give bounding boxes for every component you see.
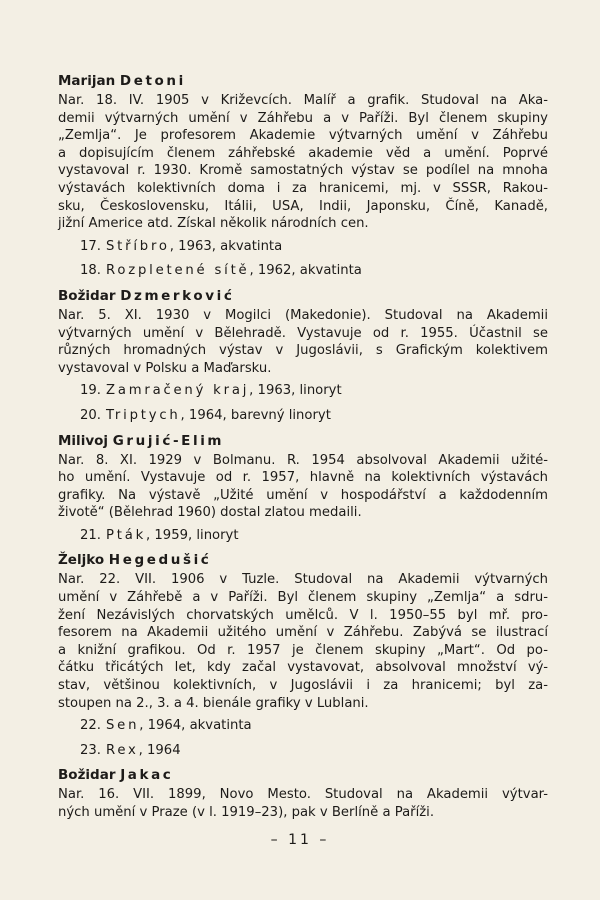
biography-line: vystavoval r. 1930. Kromě samostatných výstav se podílel na mnoha [58,163,548,179]
biography-line: „Zemlja“. Je profesorem Akademie výtvarných umění v Záhřebu [58,128,548,144]
biography-line: Nar. 18. IV. 1905 v Križevcích. Malíř a grafik. Studoval na Aka- [58,93,548,108]
artist-surname: Hegedušić [108,552,212,569]
artwork-title: Rozpletené sítě [105,263,250,279]
artist-name [58,766,548,785]
biography-line: a knižní grafikou. Od r. 1957 je členem skupiny „Mart“. Od po- [58,642,548,658]
artist-first-name: Božidar [58,287,116,304]
biography-line: sku, Československu, Itálii, USA, Indii, Japonsku, Číně, Kanadě, [58,198,548,214]
biography-line: výtvarných umění v Bělehradě. Vystavuje od r. 1955. Účastnil se [58,325,548,341]
biography-line: Nar. 5. XI. 1930 v Mogilci (Makedonie). Studoval na Akademii [58,307,548,323]
artwork-number: 23. [80,742,101,758]
artwork-number: 21. [80,527,101,543]
artist-entry [48,432,548,545]
page-number: – 11 – [270,832,330,848]
biography-line: umění v Záhřebě a v Paříži. Byl členem skupiny „Zemlja“ a sdru- [58,590,548,606]
artist-name [58,72,548,91]
artwork-number: 17. [80,238,101,254]
artist-biography [58,307,548,377]
biography-line: ných umění v Praze (v l. 1919–23), pak v Berlíně a Paříži. [58,805,435,820]
artist-biography [58,786,548,821]
biography-line: čátku třicátých let, kdy začal vystavovat, absolvoval množství vý- [58,660,548,676]
artist-name [58,551,548,570]
biography-line: demii výtvarných umění v Záhřebu a v Paříži. Byl členem skupiny [58,110,548,126]
artist-surname: Dzmerković [120,287,235,304]
artist-first-name: Božidar [58,767,116,784]
artwork-title: Triptych [105,407,181,423]
artwork-item [80,238,548,256]
artwork-title: Sen [105,718,140,734]
biography-line: životě“ (Bělehrad 1960) dostal zlatou medaili. [58,505,362,521]
artist-first-name: Željko [58,552,105,569]
artwork-item [80,527,548,545]
artist-first-name: Marijan [58,73,116,89]
biography-line: žení Nezávislých chorvatských umělců. V l. 1950–55 byl mř. pro- [58,607,548,623]
biography-line: jižní Americe atd. Získal několik národních cen. [58,216,369,232]
artist-surname: Jakac [120,767,174,784]
artwork-number: 20. [80,407,101,423]
artist-entry [48,287,548,425]
artist-biography [58,92,548,233]
artwork-item [80,407,548,425]
biography-line: Nar. 22. VII. 1906 v Tuzle. Studoval na Akademii výtvarných [58,572,548,588]
artwork-details: , 1964 [138,742,181,758]
artwork-item [80,262,548,280]
biography-line: a dopisujícím členem záhřebské akademie věd a umění. Poprvé [58,145,548,161]
artwork-details: , 1964, akvatinta [139,718,252,734]
artwork-details: , 1962, akvatinta [249,263,362,279]
artist-name [58,432,548,451]
artist-surname: Grujić-Elim [112,432,225,449]
artist-entry [48,766,548,821]
biography-line: Nar. 16. VII. 1899, Novo Mesto. Studoval na Akademii výtvar- [58,787,548,803]
catalog-entries [48,72,548,822]
artwork-item [80,382,548,400]
artwork-number: 19. [80,383,101,399]
biography-line: Nar. 8. XI. 1929 v Bolmanu. R. 1954 absolvoval Akademii užité- [58,452,548,468]
biography-line: stoupen na 2., 3. a 4. bienále grafiky v Lublani. [58,695,369,711]
artwork-details: , 1964, barevný linoryt [180,407,331,423]
artwork-item [80,742,548,760]
artwork-details: , 1963, akvatinta [169,238,283,254]
artwork-details: , 1959, linoryt [146,527,239,543]
biography-line: ho umění. Vystavuje od r. 1957, hlavně na kolektivních výstavách [58,470,548,486]
artwork-number: 22. [80,718,101,734]
artist-biography [58,571,548,712]
artwork-title: Pták [105,527,147,543]
artist-entry [48,551,548,759]
biography-line: stav, většinou kolektivních, v Jugoslávii i za hranicemi; byl za- [58,678,548,694]
artwork-title: Stříbro [105,238,170,254]
artist-biography [58,452,548,522]
artist-surname: Detoni [119,73,186,89]
biography-line: fesorem na Akademii užitého umění v Záhřebu. Zabývá se ilustrací [58,625,548,641]
artwork-details: , 1963, linoryt [249,383,342,399]
biography-line: výstavách kolektivních doma i za hranicemi, mj. v SSSR, Rakou- [58,180,548,196]
artwork-item [80,717,548,735]
biography-line: vystavoval v Polsku a Maďarsku. [58,360,272,376]
artwork-number: 18. [80,263,101,279]
artist-first-name: Milivoj [58,432,109,449]
artwork-title: Zamračený kraj [105,383,250,399]
artist-entry [48,72,548,280]
biography-line: grafiky. Na výstavě „Užité umění v hospodářství a každodenním [58,487,548,503]
artwork-title: Rex [105,742,139,758]
biography-line: různých hromadných výstav v Jugoslávii, s Grafickým kolektivem [58,343,548,359]
artist-name [58,287,548,306]
